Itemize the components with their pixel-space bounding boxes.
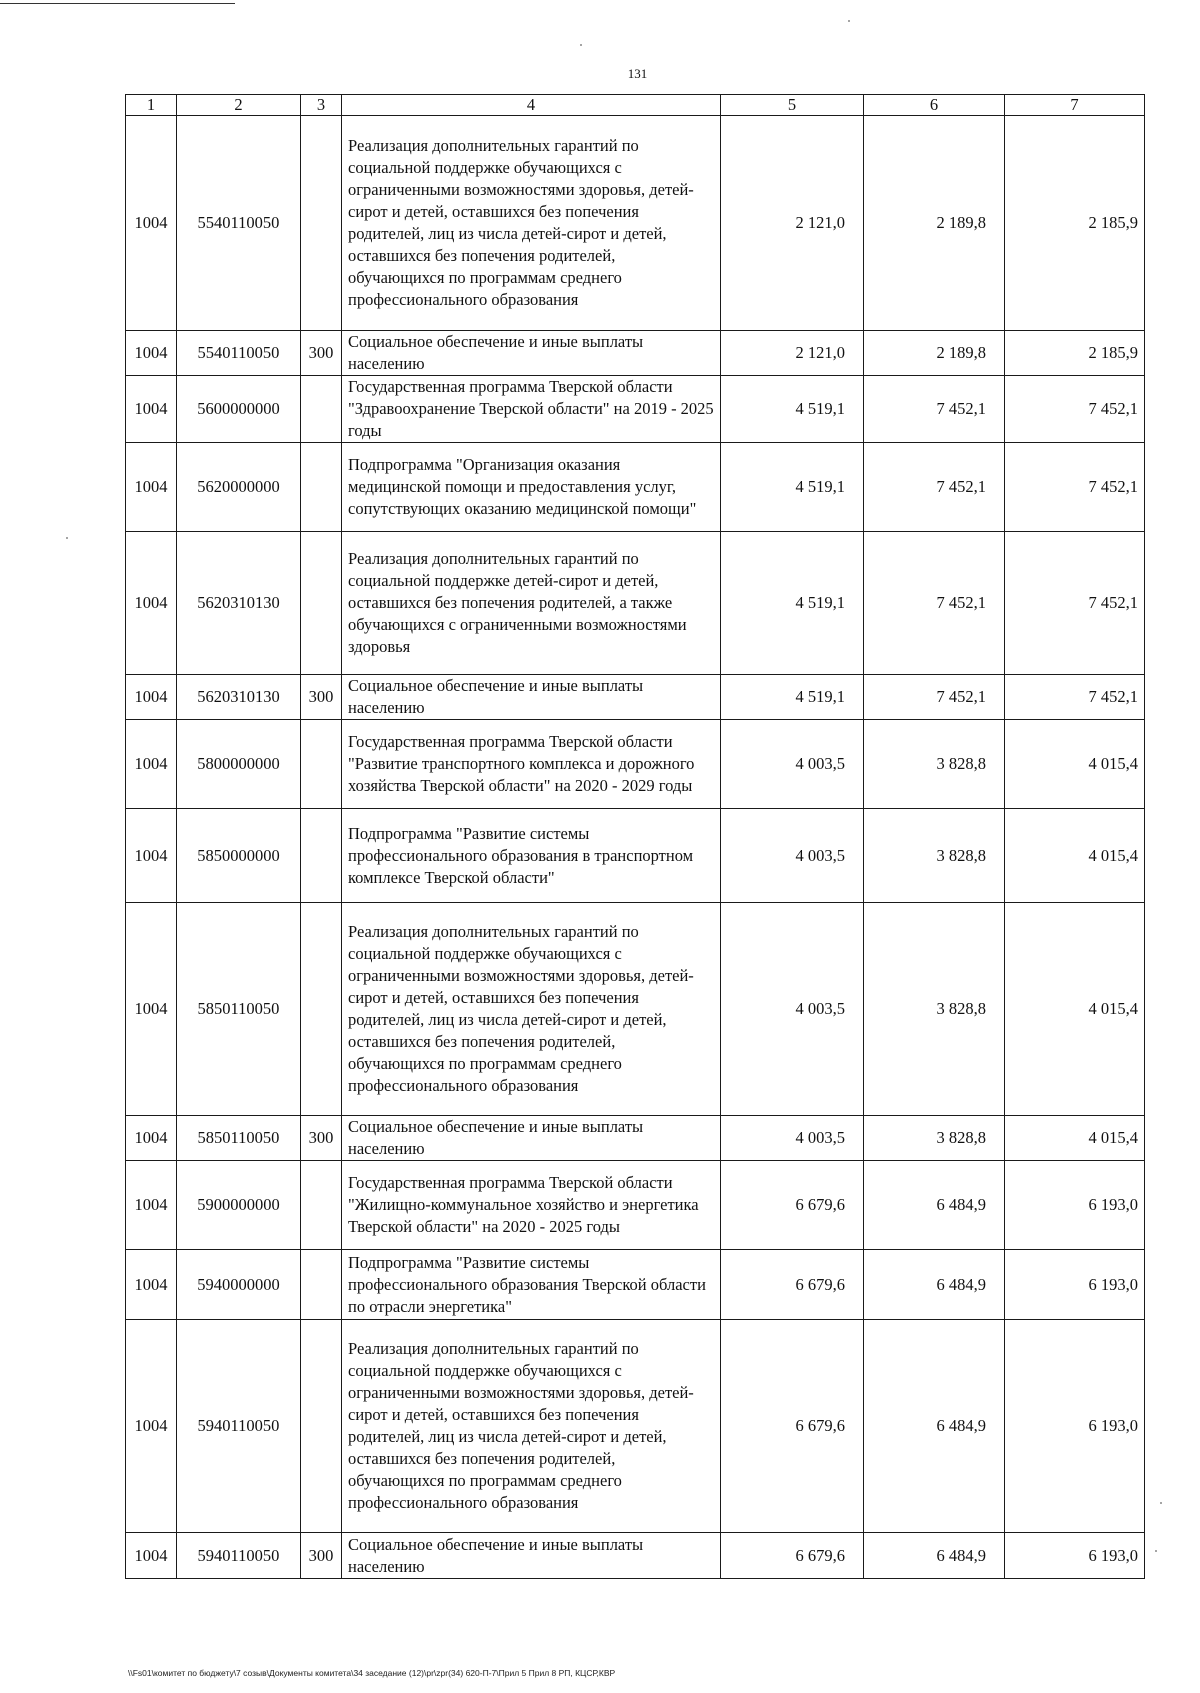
target-code-cell: 5540110050	[177, 331, 301, 376]
page-number: 131	[627, 66, 648, 81]
value-cell-col6: 2 189,8	[864, 331, 1005, 376]
value-cell-col5: 4 519,1	[721, 443, 864, 532]
item-name-cell: Социальное обеспечение и иные выплаты населению	[342, 331, 721, 376]
expense-type-cell: 300	[301, 675, 342, 720]
item-name-cell: Государственная программа Тверской области "Здравоохранение Тверской области" на 2019 - 2025 годы	[342, 376, 721, 443]
target-code-cell: 5850000000	[177, 809, 301, 903]
value-cell-col6: 3 828,8	[864, 809, 1005, 903]
value-cell-col7: 7 452,1	[1005, 443, 1145, 532]
value-cell-col7: 7 452,1	[1005, 376, 1145, 443]
target-code-cell: 5850110050	[177, 903, 301, 1116]
value-cell-col5: 4 003,5	[721, 903, 864, 1116]
section-code-cell: 1004	[126, 376, 177, 443]
section-code-cell: 1004	[126, 809, 177, 903]
target-code-cell: 5800000000	[177, 720, 301, 809]
value-cell-col7: 4 015,4	[1005, 903, 1145, 1116]
value-cell-col7: 4 015,4	[1005, 720, 1145, 809]
target-code-cell: 5940110050	[177, 1533, 301, 1579]
table-row	[126, 720, 1145, 809]
value-cell-col7: 6 193,0	[1005, 1161, 1145, 1250]
file-path-footer: \\Fs01\комитет по бюджету\7 созыв\Документы комитета\34 заседание (12)\pr\zpr(34) 620-П-7\Прил 5 Прил 8 РП, КЦСР,КВР	[128, 1668, 616, 1678]
table-row	[126, 1161, 1145, 1250]
value-cell-col6: 7 452,1	[864, 532, 1005, 675]
section-code-cell: 1004	[126, 720, 177, 809]
item-name-cell: Государственная программа Тверской области "Развитие транспортного комплекса и дорожного хозяйства Тверской области" на 2020 - 2029 годы	[342, 720, 721, 809]
table-row	[126, 675, 1145, 720]
value-cell-col5: 6 679,6	[721, 1320, 864, 1533]
value-cell-col6: 7 452,1	[864, 675, 1005, 720]
column-header: 5	[721, 95, 864, 116]
target-code-cell: 5850110050	[177, 1116, 301, 1161]
section-code-cell: 1004	[126, 675, 177, 720]
value-cell-col7: 7 452,1	[1005, 675, 1145, 720]
value-cell-col6: 2 189,8	[864, 116, 1005, 331]
table-row	[126, 331, 1145, 376]
table-row	[126, 1116, 1145, 1161]
expense-type-cell: 300	[301, 331, 342, 376]
scan-speck	[848, 20, 850, 22]
value-cell-col5: 6 679,6	[721, 1533, 864, 1579]
value-cell-col6: 3 828,8	[864, 1116, 1005, 1161]
target-code-cell: 5620310130	[177, 532, 301, 675]
expense-type-cell: 300	[301, 1533, 342, 1579]
value-cell-col7: 4 015,4	[1005, 809, 1145, 903]
table-row	[126, 443, 1145, 532]
value-cell-col7: 6 193,0	[1005, 1320, 1145, 1533]
expense-type-cell	[301, 809, 342, 903]
budget-table	[125, 94, 1145, 1579]
target-code-cell: 5620310130	[177, 675, 301, 720]
item-name-cell: Государственная программа Тверской области "Жилищно-коммунальное хозяйство и энергетика Тверской области" на 2020 - 2025 годы	[342, 1161, 721, 1250]
expense-type-cell	[301, 1250, 342, 1320]
item-name-cell: Социальное обеспечение и иные выплаты населению	[342, 1533, 721, 1579]
value-cell-col7: 2 185,9	[1005, 331, 1145, 376]
value-cell-col5: 4 519,1	[721, 675, 864, 720]
table-row	[126, 116, 1145, 331]
value-cell-col5: 2 121,0	[721, 116, 864, 331]
scan-speck	[66, 537, 68, 539]
section-code-cell: 1004	[126, 1161, 177, 1250]
value-cell-col5: 2 121,0	[721, 331, 864, 376]
expense-type-cell	[301, 903, 342, 1116]
section-code-cell: 1004	[126, 331, 177, 376]
item-name-cell: Подпрограмма "Развитие системы профессионального образования Тверской области по отрасли энергетика"	[342, 1250, 721, 1320]
column-header: 1	[126, 95, 177, 116]
section-code-cell: 1004	[126, 1116, 177, 1161]
value-cell-col5: 4 003,5	[721, 1116, 864, 1161]
table-row	[126, 903, 1145, 1116]
expense-type-cell	[301, 1161, 342, 1250]
section-code-cell: 1004	[126, 1250, 177, 1320]
section-code-cell: 1004	[126, 532, 177, 675]
table-row	[126, 809, 1145, 903]
expense-type-cell	[301, 376, 342, 443]
value-cell-col6: 6 484,9	[864, 1161, 1005, 1250]
value-cell-col6: 6 484,9	[864, 1320, 1005, 1533]
column-number-row	[126, 95, 1145, 116]
value-cell-col6: 6 484,9	[864, 1533, 1005, 1579]
section-code-cell: 1004	[126, 1320, 177, 1533]
item-name-cell: Социальное обеспечение и иные выплаты населению	[342, 1116, 721, 1161]
column-header: 4	[342, 95, 721, 116]
table-row	[126, 1320, 1145, 1533]
value-cell-col5: 4 519,1	[721, 376, 864, 443]
value-cell-col6: 3 828,8	[864, 720, 1005, 809]
scan-edge-line	[0, 3, 235, 4]
value-cell-col7: 6 193,0	[1005, 1250, 1145, 1320]
item-name-cell: Реализация дополнительных гарантий по социальной поддержке детей-сирот и детей, оставшихся без попечения родителей, а также обучающихся с ограниченными возможностями здоровья	[342, 532, 721, 675]
section-code-cell: 1004	[126, 1533, 177, 1579]
target-code-cell: 5940000000	[177, 1250, 301, 1320]
value-cell-col5: 4 003,5	[721, 809, 864, 903]
value-cell-col5: 4 519,1	[721, 532, 864, 675]
column-header: 2	[177, 95, 301, 116]
section-code-cell: 1004	[126, 443, 177, 532]
scan-speck	[1160, 1502, 1162, 1504]
value-cell-col7: 4 015,4	[1005, 1116, 1145, 1161]
value-cell-col7: 2 185,9	[1005, 116, 1145, 331]
table-row	[126, 376, 1145, 443]
section-code-cell: 1004	[126, 116, 177, 331]
column-header: 7	[1005, 95, 1145, 116]
item-name-cell: Социальное обеспечение и иные выплаты населению	[342, 675, 721, 720]
section-code-cell: 1004	[126, 903, 177, 1116]
value-cell-col6: 6 484,9	[864, 1250, 1005, 1320]
expense-type-cell	[301, 1320, 342, 1533]
expense-type-cell	[301, 532, 342, 675]
value-cell-col6: 7 452,1	[864, 376, 1005, 443]
item-name-cell: Реализация дополнительных гарантий по социальной поддержке обучающихся с ограниченными возможностями здоровья, детей-сирот и детей, оставшихся без попечения родителей, лиц из числа детей-сирот и детей, оставшихся без попечения родителей, обучающихся по программам среднего профессионального образования	[342, 1320, 721, 1533]
item-name-cell: Реализация дополнительных гарантий по социальной поддержке обучающихся с ограниченными возможностями здоровья, детей-сирот и детей, оставшихся без попечения родителей, лиц из числа детей-сирот и детей, оставшихся без попечения родителей, обучающихся по программам среднего профессионального образования	[342, 903, 721, 1116]
value-cell-col5: 4 003,5	[721, 720, 864, 809]
item-name-cell: Реализация дополнительных гарантий по социальной поддержке обучающихся с ограниченными возможностями здоровья, детей-сирот и детей, оставшихся без попечения родителей, лиц из числа детей-сирот и детей, оставшихся без попечения родителей, обучающихся по программам среднего профессионального образования	[342, 116, 721, 331]
expense-type-cell	[301, 443, 342, 532]
scan-speck	[1155, 1550, 1157, 1552]
table-row	[126, 1250, 1145, 1320]
target-code-cell: 5620000000	[177, 443, 301, 532]
value-cell-col5: 6 679,6	[721, 1161, 864, 1250]
table-row	[126, 1533, 1145, 1579]
target-code-cell: 5940110050	[177, 1320, 301, 1533]
column-header: 3	[301, 95, 342, 116]
value-cell-col7: 6 193,0	[1005, 1533, 1145, 1579]
target-code-cell: 5540110050	[177, 116, 301, 331]
target-code-cell: 5900000000	[177, 1161, 301, 1250]
item-name-cell: Подпрограмма "Развитие системы профессионального образования в транспортном комплексе Тверской области"	[342, 809, 721, 903]
expense-type-cell: 300	[301, 1116, 342, 1161]
scan-speck	[580, 44, 582, 46]
value-cell-col6: 3 828,8	[864, 903, 1005, 1116]
item-name-cell: Подпрограмма "Организация оказания медицинской помощи и предоставления услуг, сопутствующих оказанию медицинской помощи"	[342, 443, 721, 532]
value-cell-col6: 7 452,1	[864, 443, 1005, 532]
table-row	[126, 532, 1145, 675]
target-code-cell: 5600000000	[177, 376, 301, 443]
value-cell-col7: 7 452,1	[1005, 532, 1145, 675]
value-cell-col5: 6 679,6	[721, 1250, 864, 1320]
column-header: 6	[864, 95, 1005, 116]
expense-type-cell	[301, 720, 342, 809]
expense-type-cell	[301, 116, 342, 331]
